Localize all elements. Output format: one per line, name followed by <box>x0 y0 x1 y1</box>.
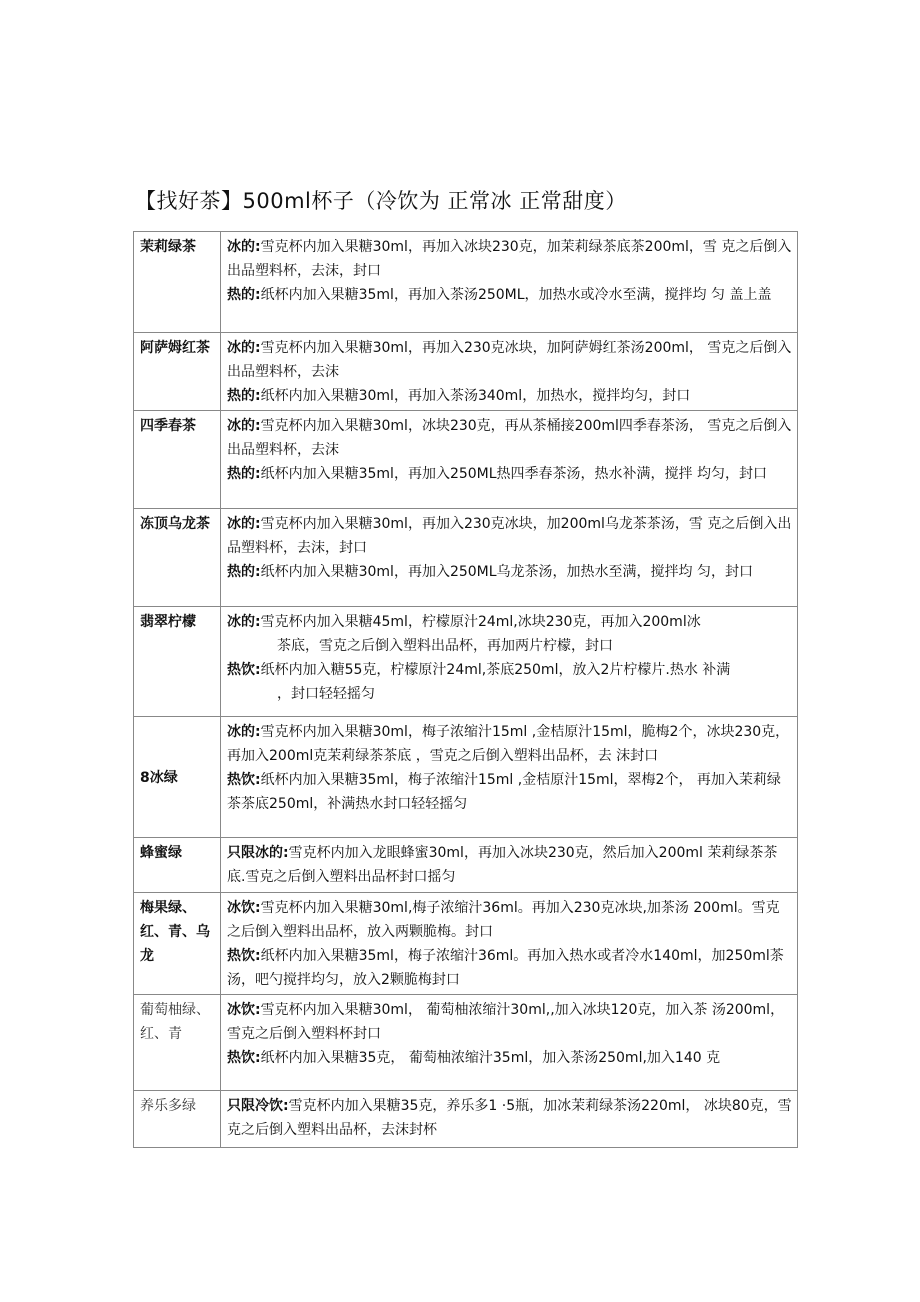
cold-text: 雪克杯内加入果糖30ml，梅子浓缩汁15ml ,金桔原汁15ml，脆梅2个，冰块230克，再加入200ml克茉莉绿茶茶底 ，雪克之后倒入塑料出品杯，去 沫封口 <box>227 724 790 764</box>
recipe-cell <box>221 838 798 893</box>
hot-text: 纸杯内加入糖55克，柠檬原汁24ml,茶底250ml，放入2片柠檬片.热水 补满 <box>260 662 731 678</box>
recipe-cell <box>221 607 798 717</box>
cold-recipe <box>227 610 793 634</box>
cold-label: 冰饮: <box>227 1002 261 1018</box>
hot-recipe <box>227 944 793 992</box>
drink-name: 阿萨姆红茶 <box>134 333 221 411</box>
cold-text: 雪克杯内加入果糖30ml，再加入230克冰块，加阿萨姆红茶汤200ml， 雪克之后倒入出品塑料杯，去沫 <box>227 340 792 380</box>
hot-recipe <box>227 560 793 584</box>
cold-recipe <box>227 1094 793 1142</box>
hot-label: 热饮: <box>227 1050 261 1066</box>
cold-label: 冰饮: <box>227 900 261 916</box>
drink-name: 冻顶乌龙茶 <box>134 509 221 607</box>
hot-recipe <box>227 1046 793 1070</box>
table-row <box>134 1091 798 1148</box>
drink-name: 翡翠柠檬 <box>134 607 221 717</box>
recipe-table <box>133 231 798 1148</box>
hot-text-continued: ，封口轻轻摇匀 <box>277 686 375 702</box>
hot-recipe <box>227 384 793 408</box>
cold-recipe <box>227 998 793 1046</box>
cold-label: 只限冰的: <box>227 845 289 861</box>
hot-label: 热的: <box>227 466 261 482</box>
cold-recipe <box>227 235 793 283</box>
cold-text: 雪克杯内加入果糖30ml，再加入冰块230克，加茉莉绿茶底茶200ml，雪 克之后倒入出品塑料杯，去沫，封口 <box>227 239 792 279</box>
hot-text: 纸杯内加入果糖30ml，再加入茶汤340ml，加热水，搅拌均匀，封口 <box>260 388 691 404</box>
table-row <box>134 717 798 838</box>
cold-label: 冰的: <box>227 516 261 532</box>
cold-label: 冰的: <box>227 418 261 434</box>
cold-recipe <box>227 720 793 768</box>
hot-label: 热饮: <box>227 772 261 788</box>
recipe-cell <box>221 995 798 1091</box>
cold-text: 雪克杯内加入龙眼蜂蜜30ml，再加入冰块230克，然后加入200ml 茉莉绿茶茶底.雪克之后倒入塑料出品杯封口摇匀 <box>227 845 778 885</box>
hot-label: 热饮: <box>227 948 261 964</box>
hot-text: 纸杯内加入果糖35ml，梅子浓缩汁36ml。再加入热水或者冷水140ml，加250ml茶汤，吧勺搅拌均匀，放入2颗脆梅封口 <box>227 948 784 988</box>
table-row <box>134 893 798 995</box>
hot-recipe <box>227 283 793 307</box>
cold-recipe <box>227 414 793 462</box>
table-row <box>134 607 798 717</box>
drink-name: 茉莉绿茶 <box>134 232 221 333</box>
cold-recipe <box>227 512 793 560</box>
hot-label: 热的: <box>227 388 261 404</box>
drink-name: 四季春茶 <box>134 411 221 509</box>
cold-label: 冰的: <box>227 340 261 356</box>
hot-label: 热的: <box>227 287 261 303</box>
table-row <box>134 509 798 607</box>
cold-label: 冰的: <box>227 724 261 740</box>
drink-name: 梅果绿、红、青、乌龙 <box>134 893 221 995</box>
cold-label: 冰的: <box>227 614 261 630</box>
hot-text: 纸杯内加入果糖35ml，再加入250ML热四季春茶汤，热水补满，搅拌 均匀，封口 <box>260 466 768 482</box>
cold-text: 雪克杯内加入果糖45ml，柠檬原汁24ml,冰块230克，再加入200ml冰 <box>260 614 701 630</box>
drink-name: 蜂蜜绿 <box>134 838 221 893</box>
recipe-cell <box>221 893 798 995</box>
hot-text: 纸杯内加入果糖35ml，梅子浓缩汁15ml ,金桔原汁15ml，翠梅2个， 再加入茉莉绿茶茶底250ml，补满热水封口轻轻摇匀 <box>227 772 781 812</box>
drink-name: 8冰绿 <box>134 717 221 838</box>
recipe-cell <box>221 333 798 411</box>
hot-recipe <box>227 462 793 486</box>
table-row <box>134 411 798 509</box>
hot-recipe <box>227 658 793 682</box>
cold-text: 雪克杯内加入果糖30ml，再加入230克冰块，加200ml乌龙茶茶汤，雪 克之后倒入出品塑料杯，去沫，封口 <box>227 516 792 556</box>
recipe-cell <box>221 509 798 607</box>
cold-text: 雪克杯内加入果糖30ml，冰块230克，再从茶桶接200ml四季春茶汤， 雪克之后倒入出品塑料杯，去沫 <box>227 418 792 458</box>
cold-recipe <box>227 841 793 889</box>
cold-recipe <box>227 336 793 384</box>
cold-recipe <box>227 896 793 944</box>
drink-name: 葡萄柚绿、红、青 <box>134 995 221 1091</box>
table-row <box>134 232 798 333</box>
table-row <box>134 838 798 893</box>
table-row <box>134 333 798 411</box>
cold-text: 雪克杯内加入果糖30ml,梅子浓缩汁36ml。再加入230克冰块,加茶汤 200ml。雪克之后倒入塑料出品杯，放入两颗脆梅。封口 <box>227 900 780 940</box>
cold-label: 只限冷饮: <box>227 1098 289 1114</box>
drink-name: 养乐多绿 <box>134 1091 221 1148</box>
recipe-cell <box>221 717 798 838</box>
hot-recipe <box>227 768 793 816</box>
recipe-cell <box>221 232 798 333</box>
cold-text-continued: 茶底，雪克之后倒入塑料出品杯，再加两片柠檬，封口 <box>277 638 613 654</box>
recipe-cell <box>221 411 798 509</box>
hot-text: 纸杯内加入果糖35克， 葡萄柚浓缩汁35ml，加入茶汤250ml,加入140 克 <box>260 1050 721 1066</box>
recipe-cell <box>221 1091 798 1148</box>
table-row <box>134 995 798 1091</box>
cold-label: 冰的: <box>227 239 261 255</box>
hot-label: 热饮: <box>227 662 261 678</box>
hot-label: 热的: <box>227 564 261 580</box>
hot-text: 纸杯内加入果糖35ml，再加入茶汤250ML，加热水或冷水至满，搅拌均 匀 盖上盖 <box>260 287 772 303</box>
page-title: 【找好茶】500ml杯子（冷饮为 正常冰 正常甜度） <box>135 189 627 213</box>
cold-text: 雪克杯内加入果糖30ml， 葡萄柚浓缩汁30ml,,加入冰块120克，加入茶 汤200ml，雪克之后倒入塑料杯封口 <box>227 1002 785 1042</box>
hot-text: 纸杯内加入果糖30ml，再加入250ML乌龙茶汤，加热水至满，搅拌均 匀，封口 <box>260 564 754 580</box>
cold-text: 雪克杯内加入果糖35克，养乐多1 ·5瓶，加冰茉莉绿茶汤220ml， 冰块80克，雪克之后倒入塑料出品杯，去沫封杯 <box>227 1098 792 1138</box>
